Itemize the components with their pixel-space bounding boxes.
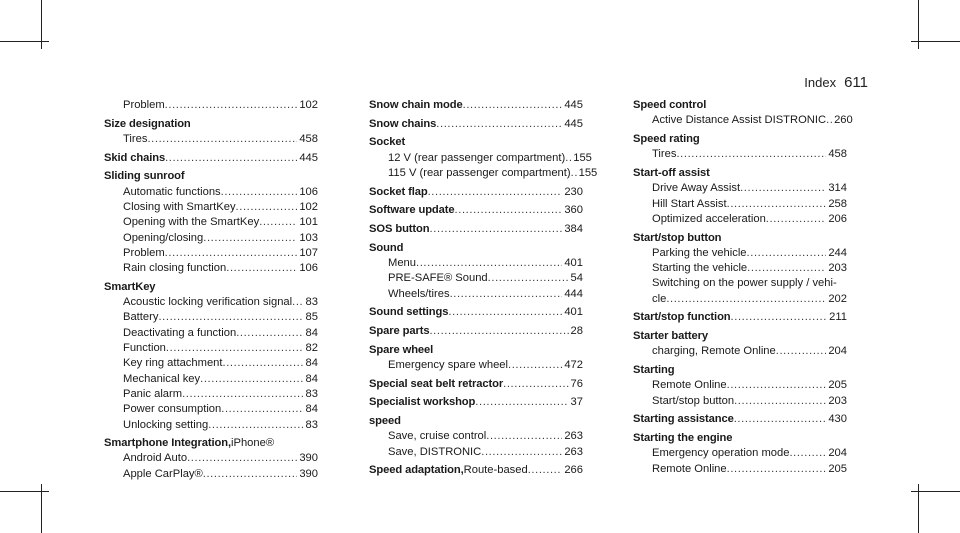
- index-column-2: [369, 98, 598, 482]
- dot-leader: [165, 98, 298, 113]
- page-reference[interactable]: 445: [564, 117, 583, 130]
- dot-leader: [740, 181, 826, 196]
- subentry-text: Opening with the SmartKey: [123, 216, 260, 229]
- page-reference[interactable]: 103: [299, 231, 318, 244]
- index-heading-line: [633, 412, 847, 427]
- index-subentry: [104, 261, 318, 276]
- dot-leader: [158, 310, 303, 325]
- subentry-text: Automatic functions: [123, 185, 221, 198]
- dot-leader: [200, 372, 303, 387]
- index-heading-line: [633, 166, 847, 181]
- index-heading: Socket: [369, 136, 406, 149]
- page-reference[interactable]: 85: [305, 311, 318, 324]
- page-reference[interactable]: 458: [299, 132, 318, 145]
- dot-leader: [747, 246, 827, 261]
- subentry-text: Power consumption: [123, 403, 222, 416]
- index-heading: Sliding sunroof: [104, 170, 185, 183]
- index-entry: [369, 117, 583, 132]
- dot-leader: [165, 246, 298, 261]
- index-subentry: [633, 197, 847, 212]
- dot-leader: [428, 185, 563, 200]
- index-heading-line: [104, 117, 318, 132]
- page-reference[interactable]: 266: [564, 464, 583, 477]
- subentry-text: Acoustic locking verification signal: [123, 296, 293, 309]
- subentry-text: Rain closing function: [123, 262, 227, 275]
- index-subentry: [369, 271, 583, 286]
- page-reference[interactable]: 106: [299, 262, 318, 275]
- page-reference[interactable]: 263: [564, 445, 583, 458]
- dot-leader: [676, 147, 826, 162]
- index-entry: [369, 414, 583, 460]
- dot-leader: [147, 132, 297, 147]
- dot-leader: [226, 261, 297, 276]
- index-entry: [369, 135, 598, 181]
- index-heading-line: [104, 169, 318, 184]
- dot-leader: [727, 462, 827, 477]
- index-heading-line: [369, 185, 583, 200]
- dot-leader: [463, 98, 563, 113]
- index-subentry: [104, 326, 318, 341]
- page-reference[interactable]: 83: [305, 296, 318, 309]
- dot-leader: [666, 292, 826, 307]
- dot-leader: [528, 463, 563, 478]
- index-entry: [633, 98, 853, 129]
- index-entry: [633, 310, 847, 325]
- index-heading: Special seat belt retractor: [369, 377, 504, 390]
- index-subentry: [633, 246, 847, 261]
- index-subentry: [633, 212, 847, 227]
- index-heading: Skid chains: [104, 151, 166, 164]
- index-heading: Start-off assist: [633, 166, 710, 179]
- index-heading: Smartphone Integration,: [104, 437, 231, 450]
- dot-leader: [236, 200, 298, 215]
- index-heading: Starter battery: [633, 330, 708, 343]
- dot-leader: [221, 185, 298, 200]
- index-heading-line: [104, 280, 318, 295]
- page-reference[interactable]: 76: [570, 377, 583, 390]
- subentry-text: Tires: [123, 132, 148, 145]
- index-heading-line: [369, 324, 583, 339]
- page-reference[interactable]: 155: [578, 166, 598, 179]
- index-heading-line: [633, 98, 847, 113]
- index-heading-line: [369, 222, 583, 237]
- page-reference[interactable]: 458: [828, 148, 847, 161]
- index-entry: [369, 222, 583, 237]
- subentry-text: cle: [652, 292, 667, 305]
- page-reference[interactable]: 203: [828, 394, 847, 407]
- index-entry: [104, 117, 318, 148]
- index-entry: [633, 412, 847, 427]
- dot-leader: [429, 324, 568, 339]
- dot-leader: [203, 231, 297, 246]
- dot-leader: [475, 395, 568, 410]
- dot-leader: [259, 215, 297, 230]
- index-heading-line: [633, 329, 847, 344]
- subentry-text: Problem: [123, 246, 165, 259]
- index-heading-line: [104, 436, 318, 451]
- index-heading-line: [104, 151, 318, 166]
- index-heading-line: [633, 132, 847, 147]
- page-reference[interactable]: 445: [564, 99, 583, 111]
- index-subentry: [633, 394, 847, 409]
- index-subentry: [633, 462, 847, 477]
- page-reference[interactable]: 401: [564, 306, 583, 319]
- index-heading: SmartKey: [104, 280, 156, 293]
- index-heading: Snow chains: [369, 117, 437, 130]
- subentry-text: Optimized acceleration: [652, 212, 766, 225]
- dot-leader: [731, 310, 828, 325]
- index-column-1: [104, 98, 318, 485]
- index-subentry: [104, 295, 318, 310]
- index-entry: [104, 436, 318, 482]
- subentry-text: PRE-SAFE® Sound: [388, 272, 488, 285]
- index-heading: Size designation: [104, 117, 191, 130]
- index-heading-line: [369, 135, 583, 150]
- subentry-text: Function: [123, 342, 166, 355]
- dot-leader: [187, 451, 297, 466]
- index-heading: Starting the engine: [633, 432, 733, 445]
- index-heading: Snow chain mode: [369, 99, 463, 111]
- index-heading-line: [369, 203, 583, 218]
- subentry-text: Remote Online: [652, 379, 727, 392]
- index-entry: [369, 463, 583, 478]
- subentry-text: Opening/closing: [123, 231, 204, 244]
- index-entry: [104, 98, 318, 113]
- index-heading: Speed control: [633, 99, 707, 111]
- page-reference[interactable]: 107: [299, 246, 318, 259]
- index-heading-line: [369, 395, 583, 410]
- dot-leader: [488, 271, 569, 286]
- index-subentry: [633, 378, 847, 393]
- page-number: 611: [844, 74, 868, 91]
- index-entry: [633, 329, 847, 360]
- index-heading: Socket flap: [369, 185, 428, 198]
- index-subentry: [369, 358, 583, 373]
- page-reference[interactable]: 102: [299, 99, 318, 111]
- index-entry: [369, 395, 583, 410]
- index-heading-line: [633, 431, 847, 446]
- page-reference[interactable]: 205: [828, 379, 847, 392]
- index-subentry: [633, 276, 847, 291]
- subentry-text: Key ring attachment: [123, 357, 223, 370]
- crop-mark: [911, 491, 960, 492]
- index-heading-suffix: Route-based: [463, 464, 528, 477]
- index-heading: speed: [369, 415, 401, 428]
- dot-leader: [448, 305, 562, 320]
- dot-leader: [223, 356, 304, 371]
- crop-mark: [0, 41, 49, 42]
- subentry-text: Closing with SmartKey: [123, 200, 236, 213]
- index-heading-line: [633, 231, 847, 246]
- index-subentry: [104, 310, 318, 325]
- page-reference[interactable]: 83: [305, 418, 318, 431]
- page-reference[interactable]: 444: [564, 287, 583, 300]
- index-heading: Spare wheel: [369, 343, 434, 356]
- subentry-text: charging, Remote Online: [652, 345, 776, 358]
- index-entry: [633, 231, 847, 307]
- dot-leader: [776, 344, 827, 359]
- index-entry: [104, 280, 318, 433]
- index-heading: Sound: [369, 241, 404, 254]
- index-subentry: [104, 200, 318, 215]
- index-subentry: [369, 166, 598, 181]
- index-subentry: [104, 215, 318, 230]
- dot-leader: [221, 402, 303, 417]
- index-subentry: [633, 292, 847, 307]
- dot-leader: [486, 429, 562, 444]
- index-heading-line: [369, 117, 583, 132]
- index-subentry: [633, 181, 847, 196]
- subentry-text: Problem: [123, 99, 165, 111]
- index-heading: SOS button: [369, 223, 430, 236]
- subentry-text: Start/stop button: [652, 394, 735, 407]
- index-entry: [369, 241, 583, 302]
- page-reference[interactable]: 472: [564, 358, 583, 371]
- index-subentry: [104, 246, 318, 261]
- subentry-text: Parking the vehicle: [652, 246, 747, 259]
- index-entry: [104, 151, 318, 166]
- subentry-text: Deactivating a function: [123, 326, 237, 339]
- index-entry: [369, 324, 583, 339]
- page-reference[interactable]: 211: [829, 311, 847, 324]
- page-reference[interactable]: 244: [828, 246, 847, 259]
- page-reference[interactable]: 205: [828, 462, 847, 475]
- index-subentry: [633, 261, 847, 276]
- dot-leader: [430, 222, 563, 237]
- dot-leader: [503, 377, 568, 392]
- index-heading: Spare parts: [369, 324, 430, 337]
- page-reference[interactable]: 106: [299, 185, 318, 198]
- dot-leader: [734, 412, 827, 427]
- index-heading: Speed rating: [633, 132, 700, 145]
- index-entry: [369, 185, 583, 200]
- index-subentry: [104, 132, 318, 147]
- index-entry: [633, 363, 847, 409]
- index-heading-line: [369, 414, 583, 429]
- index-column-3: [633, 98, 853, 480]
- index-subentry: [369, 445, 583, 460]
- dot-leader: [727, 378, 827, 393]
- page-reference[interactable]: 155: [573, 151, 592, 164]
- index-subentry: [369, 256, 583, 271]
- subentry-text: 12 V (rear passenger compartment): [388, 151, 566, 164]
- page-reference[interactable]: 445: [299, 151, 318, 164]
- page-reference[interactable]: 263: [564, 430, 583, 443]
- dot-leader: [165, 151, 297, 166]
- dot-leader: [236, 326, 303, 341]
- page-reference[interactable]: 101: [299, 216, 318, 229]
- subentry-text: Switching on the power supply / vehi-: [652, 277, 837, 290]
- index-heading: Specialist workshop: [369, 396, 476, 409]
- subentry-text: Drive Away Assist: [652, 182, 741, 195]
- page-reference[interactable]: 84: [305, 357, 318, 370]
- dot-leader: [292, 295, 303, 310]
- index-heading-line: [369, 98, 583, 113]
- index-heading-suffix: iPhone®: [231, 437, 275, 450]
- page-reference[interactable]: 102: [299, 200, 318, 213]
- index-heading: Start/stop function: [633, 311, 731, 324]
- page-reference[interactable]: 204: [828, 345, 847, 358]
- dot-leader: [436, 117, 562, 132]
- page-reference[interactable]: 314: [828, 182, 847, 195]
- subentry-text: 115 V (rear passenger compartment): [388, 166, 571, 179]
- subentry-text: Save, cruise control: [388, 430, 487, 443]
- page-reference[interactable]: 430: [828, 413, 847, 426]
- page-reference[interactable]: 401: [564, 257, 583, 270]
- index-heading: Start/stop button: [633, 231, 722, 244]
- dot-leader: [508, 358, 562, 373]
- index-subentry: [104, 372, 318, 387]
- index-subentry: [104, 185, 318, 200]
- page-reference[interactable]: 84: [305, 372, 318, 385]
- page-reference[interactable]: 84: [305, 326, 318, 339]
- index-subentry: [104, 356, 318, 371]
- index-heading-line: [633, 310, 847, 325]
- subentry-text: Tires: [652, 148, 677, 161]
- page-reference[interactable]: 258: [828, 197, 847, 210]
- dot-leader: [455, 203, 563, 218]
- index-entry: [369, 98, 583, 113]
- subentry-text: Save, DISTRONIC: [388, 445, 482, 458]
- page-reference[interactable]: 206: [828, 212, 847, 225]
- index-subentry: [104, 418, 318, 433]
- index-subentry: [369, 429, 583, 444]
- dot-leader: [789, 446, 826, 461]
- index-heading-line: [369, 305, 583, 320]
- index-heading-line: [369, 241, 583, 256]
- crop-mark: [911, 41, 960, 42]
- dot-leader: [182, 387, 303, 402]
- index-subentry: [633, 113, 853, 128]
- dot-leader: [416, 256, 562, 271]
- subentry-text: Android Auto: [123, 452, 188, 465]
- index-entry: [633, 431, 847, 477]
- page-reference[interactable]: 83: [305, 387, 318, 400]
- subentry-text: Emergency spare wheel: [388, 358, 509, 371]
- index-entry: [369, 343, 583, 374]
- dot-leader: [203, 467, 298, 482]
- subentry-text: Starting the vehicle: [652, 262, 748, 275]
- subentry-text: Wheels/tires: [388, 287, 450, 300]
- index-heading: Sound settings: [369, 306, 449, 319]
- index-heading: Starting: [633, 364, 675, 377]
- index-entry: [369, 203, 583, 218]
- subentry-text: Panic alarm: [123, 387, 183, 400]
- page-reference[interactable]: 84: [305, 403, 318, 416]
- page-reference[interactable]: 384: [564, 223, 583, 236]
- index-subentry: [104, 231, 318, 246]
- index-heading-line: [369, 463, 583, 478]
- index-heading-line: [369, 343, 583, 358]
- index-subentry: [104, 451, 318, 466]
- index-subentry: [369, 287, 583, 302]
- crop-mark: [0, 491, 49, 492]
- dot-leader: [734, 394, 826, 409]
- subentry-text: Emergency operation mode: [652, 447, 790, 460]
- index-heading-line: [633, 363, 847, 378]
- page-reference[interactable]: 204: [828, 447, 847, 460]
- index-subentry: [104, 467, 318, 482]
- page-reference[interactable]: 28: [570, 324, 583, 337]
- index-entry: [369, 377, 583, 392]
- page-reference[interactable]: 82: [305, 342, 318, 355]
- subentry-text: Apple CarPlay®: [123, 467, 203, 480]
- page-reference[interactable]: 230: [564, 185, 583, 198]
- index-heading: Speed adaptation,: [369, 464, 464, 477]
- page-reference[interactable]: 203: [828, 262, 847, 275]
- index-heading-line: [369, 377, 583, 392]
- subentry-text: Remote Online: [652, 462, 727, 475]
- index-subentry: [633, 446, 847, 461]
- subentry-text: Battery: [123, 311, 159, 324]
- page-header: [804, 74, 868, 91]
- subentry-text: Active Distance Assist DISTRONIC: [652, 114, 827, 127]
- index-subentry: [104, 98, 318, 113]
- index-entry: [633, 166, 847, 227]
- dot-leader: [747, 261, 826, 276]
- page-reference[interactable]: 260: [834, 114, 853, 127]
- page-reference[interactable]: 54: [570, 272, 583, 285]
- page-reference[interactable]: 390: [299, 467, 318, 480]
- dot-leader: [727, 197, 827, 212]
- page-reference[interactable]: 202: [828, 292, 847, 305]
- dot-leader: [166, 341, 304, 356]
- index-heading: Software update: [369, 204, 455, 217]
- index-entry: [633, 132, 847, 163]
- section-title: Index: [804, 75, 837, 90]
- index-subentry: [104, 387, 318, 402]
- subentry-text: Unlocking setting: [123, 418, 209, 431]
- index-entry: [369, 305, 583, 320]
- dot-leader: [208, 418, 303, 433]
- index-entry: [104, 169, 318, 276]
- page-reference[interactable]: 37: [570, 396, 583, 409]
- index-heading: Starting assistance: [633, 413, 734, 426]
- index-subentry: [633, 147, 847, 162]
- index-subentry: [104, 341, 318, 356]
- page-reference[interactable]: 390: [299, 452, 318, 465]
- index-subentry: [633, 344, 847, 359]
- index-subentry: [369, 151, 592, 166]
- page-reference[interactable]: 360: [564, 204, 583, 217]
- subentry-text: Mechanical key: [123, 372, 201, 385]
- dot-leader: [766, 212, 827, 227]
- dot-leader: [450, 287, 563, 302]
- dot-leader: [481, 445, 562, 460]
- index-subentry: [104, 402, 318, 417]
- subentry-text: Hill Start Assist: [652, 197, 727, 210]
- subentry-text: Menu: [388, 257, 416, 270]
